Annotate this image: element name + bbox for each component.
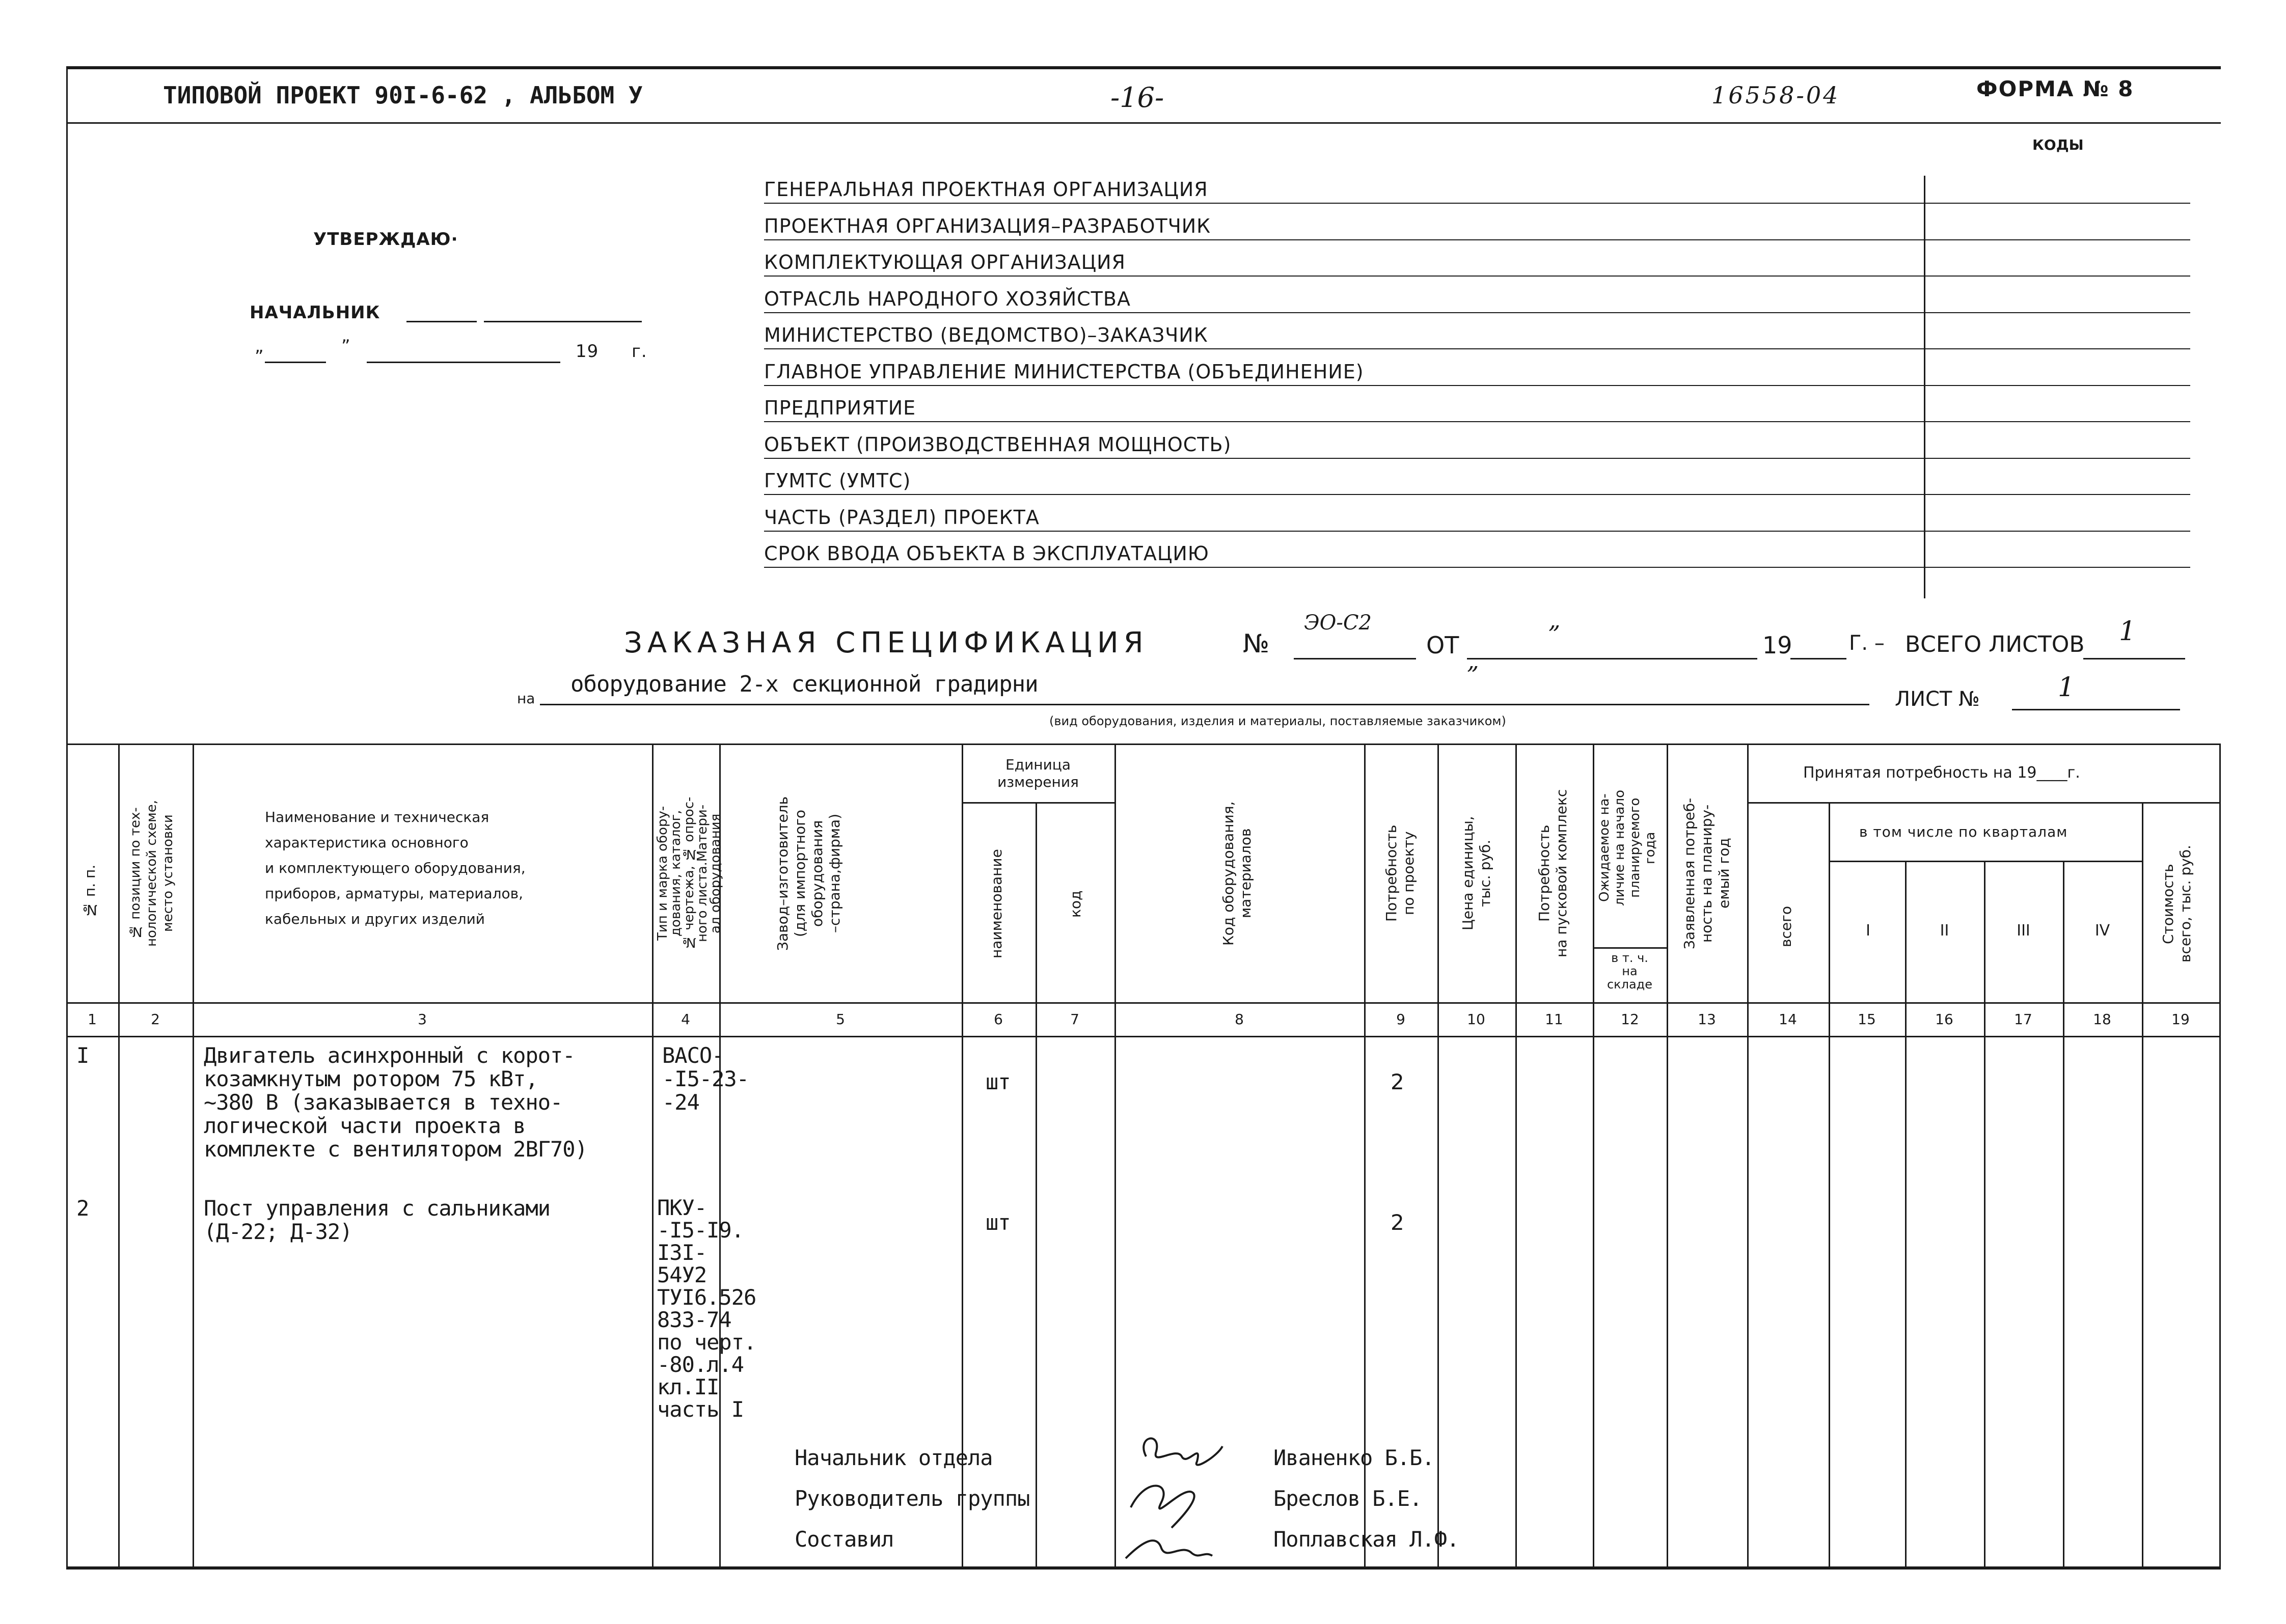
row-quantity[interactable]: 2 — [1391, 1210, 1404, 1235]
row-name[interactable]: Пост управления с сальниками (Д-22; Д-32) — [204, 1196, 551, 1244]
org-field-line[interactable] — [764, 385, 2190, 386]
document-number: 16558-04 — [1711, 81, 1840, 109]
col-number-5: 5 — [836, 1011, 845, 1028]
org-field-line[interactable] — [764, 531, 2190, 532]
col-number-2: 2 — [151, 1011, 160, 1028]
col-number-18: 18 — [2093, 1011, 2111, 1028]
col-line-9 — [1437, 744, 1439, 1566]
spec-for-label: на — [517, 690, 535, 707]
row-number: 2 — [76, 1196, 89, 1221]
col-number-19: 19 — [2171, 1011, 2190, 1028]
col-line-1 — [118, 744, 120, 1566]
unit-group-line — [962, 802, 1114, 804]
org-field-line[interactable] — [764, 276, 2190, 277]
project-title: ТИПОВОЙ ПРОЕКТ 90I-6-62 , АЛЬБОМ У — [163, 81, 643, 109]
col-header-12: Ожидаемое на- личие на начало планируемого года — [1597, 790, 1658, 906]
spec-year-line — [1790, 658, 1846, 659]
accepted-group-line — [1747, 802, 2221, 804]
quarter-1-header: I — [1866, 922, 1870, 940]
table-top-line — [66, 744, 2221, 745]
signature-name-2: Бреслов Б.Е. — [1273, 1486, 1422, 1511]
codes-separator — [1924, 176, 1925, 598]
total-sheets-label: ВСЕГО ЛИСТОВ — [1905, 631, 2085, 657]
org-field-label: КОМПЛЕКТУЮЩАЯ ОРГАНИЗАЦИЯ — [764, 251, 1126, 273]
col-line-5 — [962, 744, 963, 1566]
sheet-number[interactable]: 1 — [2058, 672, 2075, 703]
spec-subject[interactable]: оборудование 2-х секционной градирни — [570, 671, 1038, 697]
quarter-3-header: III — [2017, 922, 2030, 940]
org-field-label: ОБЪЕКТ (ПРОИЗВОДСТВЕННАЯ МОЩНОСТЬ) — [764, 433, 1232, 456]
total-sheets-value[interactable]: 1 — [2119, 616, 2136, 647]
col-line-13 — [1747, 744, 1749, 1566]
date-quote-close: ” — [341, 336, 351, 356]
col-header-10: Цена единицы, тыс. руб. — [1459, 816, 1493, 931]
unit-group-header: Единица измерения — [997, 756, 1079, 790]
row-type[interactable]: ВАСО- -I5-23- -24 — [662, 1043, 749, 1115]
col-number-10: 10 — [1467, 1011, 1485, 1028]
col-line-2 — [193, 744, 194, 1566]
col-header-12-sub: в т. ч. на складе — [1607, 951, 1653, 992]
org-field-line[interactable] — [764, 312, 2190, 313]
col-line-11 — [1593, 744, 1594, 1566]
page-number: -16- — [1110, 81, 1164, 114]
org-field-label: СРОК ВВОДА ОБЪЕКТА В ЭКСПЛУАТАЦИЮ — [764, 542, 1209, 565]
col-line-3 — [652, 744, 654, 1566]
col-number-4: 4 — [681, 1011, 690, 1028]
frame-top — [66, 66, 2221, 69]
sheet-number-line — [2012, 709, 2180, 710]
row-quantity[interactable]: 2 — [1391, 1069, 1404, 1094]
org-field-line[interactable] — [764, 567, 2190, 568]
spec-number[interactable]: ЭО-С2 — [1304, 611, 1372, 635]
col-line-15 — [1905, 861, 1907, 1566]
approval-year: 19 — [576, 341, 599, 362]
signature-role-3: Составил — [795, 1527, 894, 1552]
col-number-15: 15 — [1858, 1011, 1876, 1028]
col-line-8 — [1364, 744, 1366, 1566]
quarter-4-header: IV — [2094, 922, 2110, 940]
codes-label: КОДЫ — [2032, 136, 2084, 153]
subject-caption: (вид оборудования, изделия и материалы, поставляемые заказчиком) — [1049, 714, 1506, 728]
sheet-label: ЛИСТ № — [1895, 687, 1980, 711]
col-header-6: наименование — [988, 849, 1005, 959]
spec-number-label: № — [1243, 629, 1270, 658]
spec-year: 19 — [1762, 631, 1792, 659]
col-line-12 — [1667, 744, 1668, 1566]
table-numbers-bottom-line — [66, 1036, 2221, 1037]
spec-quote-1: „ — [1548, 606, 1561, 634]
signature-name-1: Иваненко Б.Б. — [1273, 1445, 1434, 1470]
date-month-line — [367, 362, 560, 363]
row-unit[interactable]: шт — [986, 1069, 1011, 1094]
org-field-label: ГУМТС (УМТС) — [764, 470, 911, 492]
spec-quote-2: „ — [1467, 647, 1479, 674]
org-field-label: МИНИСТЕРСТВО (ВЕДОМСТВО)–ЗАКАЗЧИК — [764, 324, 1208, 346]
col-line-10 — [1515, 744, 1517, 1566]
org-field-line[interactable] — [764, 494, 2190, 495]
col-number-11: 11 — [1545, 1011, 1563, 1028]
org-field-label: ПРОЕКТНАЯ ОРГАНИЗАЦИЯ–РАЗРАБОТЧИК — [764, 214, 1211, 237]
org-field-label: ГЕНЕРАЛЬНАЯ ПРОЕКТНАЯ ОРГАНИЗАЦИЯ — [764, 178, 1208, 201]
row-number: I — [76, 1043, 89, 1068]
spec-subject-line — [540, 704, 1869, 705]
col-line-16 — [1984, 861, 1985, 1566]
spec-from-label: ОТ — [1426, 631, 1459, 659]
quarters-header: в том числе по кварталам — [1859, 823, 2068, 840]
col-header-14: всего — [1778, 906, 1794, 948]
col-header-2: № позиции по тех- нологической схеме, место установки — [128, 800, 176, 947]
col-line-18 — [2142, 802, 2143, 1566]
total-sheets-line — [2083, 658, 2185, 659]
col-header-7: код — [1067, 890, 1084, 918]
org-field-line[interactable] — [764, 421, 2190, 422]
header-divider — [66, 122, 2221, 124]
approval-year-suffix: г. — [632, 341, 647, 362]
col-header-4: Тип и марка обору- дования, каталог, № чертежа, № опрос- ного листа.Матери- ал оборудования — [655, 796, 723, 950]
row-type[interactable]: ПКУ- -I5-I9. I3I- 54У2 ТУI6.526 833-74 по черт. -80.л.4 кл.II часть I — [657, 1195, 756, 1422]
col-header-8: Код оборудования, материалов — [1220, 801, 1254, 946]
org-field-line[interactable] — [764, 203, 2190, 204]
org-field-label: ОТРАСЛЬ НАРОДНОГО ХОЗЯЙСТВА — [764, 287, 1131, 310]
col-number-14: 14 — [1779, 1011, 1797, 1028]
spec-title: ЗАКАЗНАЯ СПЕЦИФИКАЦИЯ — [624, 626, 1149, 659]
col-number-8: 8 — [1235, 1011, 1244, 1028]
col-line-17 — [2063, 861, 2064, 1566]
signature-role-2: Руководитель группы — [795, 1486, 1030, 1511]
col-header-1: № п. п. — [81, 864, 98, 918]
date-day-line — [265, 362, 326, 363]
col-number-6: 6 — [994, 1011, 1003, 1028]
quarters-group-line — [1829, 861, 2142, 862]
signature-role-1: Начальник отдела — [795, 1445, 993, 1470]
row-name[interactable]: Двигатель асинхронный с корот- козамкнутым ротором 75 кВт, ~380 В (заказывается в техно- логической части проекта в комплекте с вентилятором 2ВГ70) — [204, 1043, 587, 1162]
org-field-label: ГЛАВНОЕ УПРАВЛЕНИЕ МИНИСТЕРСТВА (ОБЪЕДИНЕНИЕ) — [764, 360, 1364, 383]
col-header-9: Потребность по проекту — [1383, 824, 1417, 922]
col-header-5: Завод–изготовитель (для импортного оборудования –страна,фирма) — [774, 796, 843, 951]
col-header-3: Наименование и техническая характеристика основного и комплектующего оборудования, приборов, арматуры, материалов, кабельных и других изделий — [265, 809, 526, 927]
org-field-line[interactable] — [764, 348, 2190, 349]
org-field-label: ПРЕДПРИЯТИЕ — [764, 397, 916, 419]
org-field-line[interactable] — [764, 239, 2190, 240]
col-number-13: 13 — [1698, 1011, 1716, 1028]
col-number-1: 1 — [88, 1011, 97, 1028]
row-unit[interactable]: шт — [986, 1210, 1011, 1235]
frame-left — [66, 66, 68, 1568]
col-line-6 — [1036, 802, 1037, 1566]
col-number-9: 9 — [1396, 1011, 1405, 1028]
col-header-19: Стоимость всего, тыс. руб. — [2160, 845, 2194, 963]
in-stock-line — [1593, 947, 1667, 949]
chief-line-1 — [406, 321, 477, 322]
date-quote-open: „ — [255, 336, 264, 356]
col-number-3: 3 — [418, 1011, 427, 1028]
spec-date-line — [1467, 658, 1757, 659]
accepted-header: Принятая потребность на 19____г. — [1803, 764, 2080, 782]
col-header-11: Потребность на пусковой комплекс — [1536, 789, 1570, 958]
col-number-7: 7 — [1070, 1011, 1079, 1028]
handwritten-signatures — [1115, 1426, 1268, 1568]
col-number-16: 16 — [1935, 1011, 1953, 1028]
approve-label: УТВЕРЖДАЮ· — [313, 229, 458, 250]
chief-line-2 — [484, 321, 642, 322]
spec-number-line — [1294, 658, 1416, 659]
col-header-13: Заявленная потреб- ность на планиру- емый год — [1681, 797, 1732, 949]
form-label: ФОРМА № 8 — [1976, 76, 2134, 101]
signature-name-3: Поплавская Л.Ф. — [1273, 1527, 1459, 1552]
chief-label: НАЧАЛЬНИК — [250, 302, 380, 323]
org-field-line[interactable] — [764, 458, 2190, 459]
org-field-label: ЧАСТЬ (РАЗДЕЛ) ПРОЕКТА — [764, 506, 1040, 529]
col-number-12: 12 — [1621, 1011, 1639, 1028]
frame-right — [2219, 744, 2221, 1568]
table-header-bottom-line — [66, 1002, 2221, 1004]
col-line-14 — [1829, 802, 1830, 1566]
col-number-17: 17 — [2014, 1011, 2032, 1028]
spec-year-suffix: Г. – — [1849, 631, 1885, 655]
quarter-2-header: II — [1940, 922, 1949, 940]
